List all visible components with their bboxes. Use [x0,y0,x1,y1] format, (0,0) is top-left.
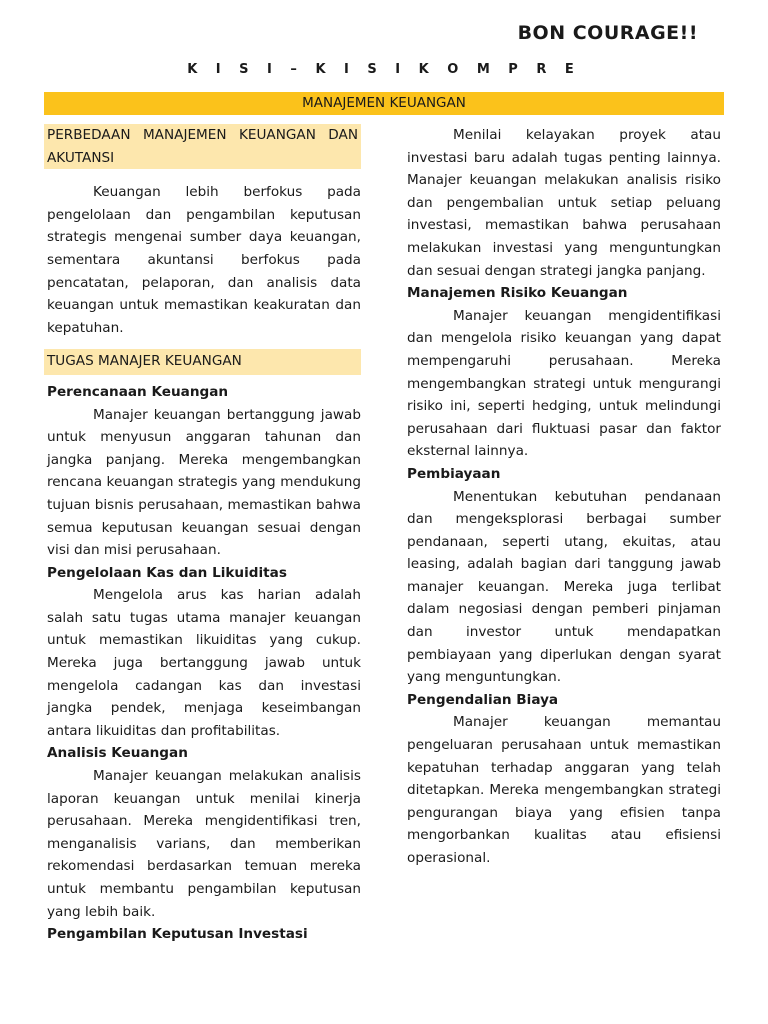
paragraph-keputusan-investasi: Menilai kelayakan proyek atau investasi baru adalah tugas penting lainnya. Manajer keuangan melakukan analisis risiko dan pengembalian untuk setiap peluang investasi, memastikan bahwa perusahaan melakukan investasi yang menguntungkan dan sesuai dengan strategi jangka panjang. [407,127,721,279]
banner-text: BON COURAGE!! [517,22,698,44]
section-text-perbedaan: Keuangan lebih berfokus pada pengelolaan dan pengambilan keputusan strategis mengenai sumber daya keuangan, sementara akuntansi berfokus pada pencatatan, pelaporan, dan analisis data keuangan untuk memastikan keakuratan dan kepatuhan. [47,184,361,336]
paragraph-pengendalian-biaya: Manajer keuangan memantau pengeluaran perusahaan untuk memastikan kepatuhan terhadap anggaran yang telah ditetapkan. Mereka mengembangkan strategi pengurangan biaya yang efisien tanpa mengorbankan kualitas atau efisiensi operasional. [407,714,721,866]
section-heading-perbedaan: PERBEDAAN MANAJEMEN KEUANGAN DAN AKUTANSI [44,124,361,169]
main-heading: MANAJEMEN KEUANGAN [44,92,724,115]
subheading-pembiayaan: Pembiayaan [407,465,501,482]
paragraph-analisis: Manajer keuangan melakukan analisis laporan keuangan untuk menilai kinerja perusahaan. Mereka mengidentifikasi tren, menganalisis varians, dan memberikan rekomendasi berdasarkan temuan mereka untuk membantu pengambilan keputusan yang lebih baik. [47,768,361,920]
paragraph-risiko: Manajer keuangan mengidentifikasi dan mengelola risiko keuangan yang dapat mempengaruhi perusahaan. Mereka mengembangkan strategi untuk mengurangi risiko ini, seperti hedging, untuk melindungi perusahaan dari fluktuasi pasar dan faktor eksternal lainnya. [407,307,721,460]
subheading-risiko: Manajemen Risiko Keuangan [407,285,628,302]
paragraph-pembiayaan: Menentukan kebutuhan pendanaan dan mengeksplorasi berbagai sumber pendanaan, seperti utang, ekuitas, atau leasing, adalah bagian dari tanggung jawab manajer keuangan. Mereka juga terlibat dalam negosiasi dengan pemberi pinjaman dan investor untuk mendapatkan pembiayaan yang diperlukan dengan syarat yang menguntungkan. [407,488,721,686]
left-column [47,124,361,946]
subheading-pengelolaan-kas: Pengelolaan Kas dan Likuiditas [47,564,287,581]
subheading-pengendalian-biaya: Pengendalian Biaya [407,691,559,708]
subheading-keputusan-investasi: Pengambilan Keputusan Investasi [47,926,308,943]
paragraph-perencanaan: Manajer keuangan bertanggung jawab untuk menyusun anggaran tahunan dan jangka panjang. Mereka mengembangkan rencana keuangan strategis yang mendukung tujuan bisnis perusahaan, memastikan bahwa semua keputusan keuangan sesuai dengan visi dan misi perusahaan. [47,406,361,559]
paragraph-pengelolaan-kas: Mengelola arus kas harian adalah salah satu tugas utama manajer keuangan untuk memastikan likuiditas yang cukup. Mereka juga bertanggung jawab untuk mengelola cadangan kas dan investasi jangka pendek, menjaga keseimbangan antara likuiditas dan profitabilitas. [47,587,361,739]
subheading-analisis: Analisis Keuangan [47,745,188,762]
document-title: K I S I – K I S I K O M P R E [187,62,581,77]
right-column [407,124,721,870]
section-heading-tugas: TUGAS MANAJER KEUANGAN [44,349,361,375]
subheading-perencanaan: Perencanaan Keuangan [47,383,229,400]
